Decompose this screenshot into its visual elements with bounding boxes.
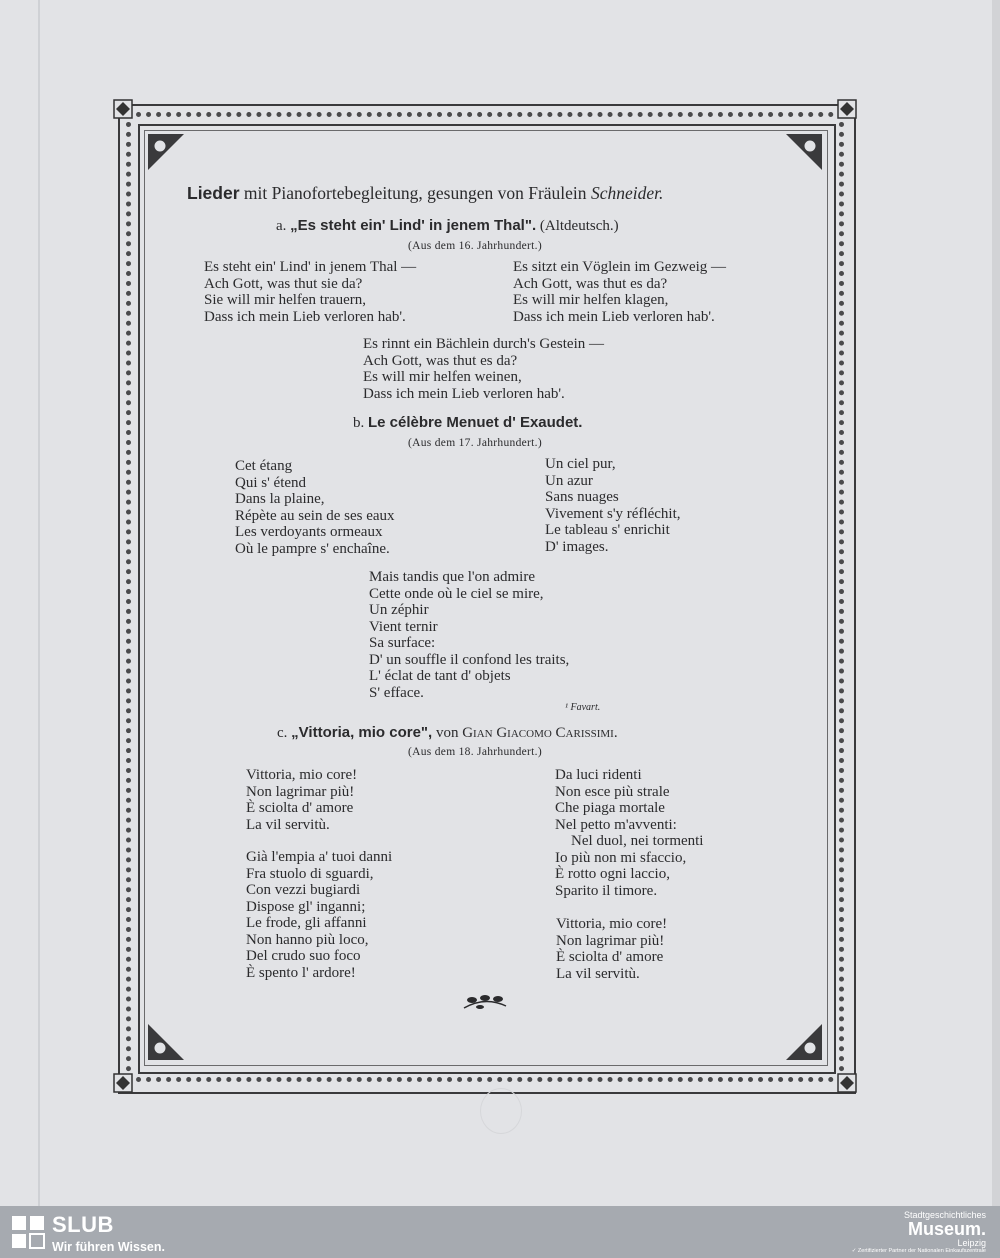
verse-line: Fra stuolo di sguardi, <box>246 865 374 882</box>
song-a-center-stanza <box>363 336 604 402</box>
museum-note: ✓ Zertifizierter Partner der Nationalen Einkaufszentrale <box>851 1248 986 1254</box>
verse-line: Répète au sein de ses eaux <box>235 507 395 524</box>
museum-city: Leipzig <box>957 1238 986 1248</box>
verse-line: Un azur <box>545 472 593 489</box>
verse-line: È sciolta d' amore <box>246 800 354 816</box>
embossed-stamp <box>480 1088 522 1134</box>
verse-line: È sciolta d' amore <box>556 949 664 965</box>
verse-line: Le tableau s' enrichit <box>545 522 670 538</box>
heading-text: mit Pianofortebegleitung, gesungen von Fräulein <box>239 183 591 203</box>
verse-line: Es sitzt ein Vöglein im Gezweig — <box>513 259 727 275</box>
verse-line: Un ciel pur, <box>545 456 616 472</box>
song-a-origin: (Altdeutsch.) <box>539 218 619 234</box>
song-c-by: von <box>432 725 463 741</box>
verse-line: Ach Gott, was thut es da? <box>513 275 668 292</box>
verse-line: Es will mir helfen weinen, <box>363 369 522 385</box>
song-c-letter: c. <box>277 725 288 741</box>
verse-line: Dass ich mein Lieb verloren hab'. <box>363 385 565 402</box>
verse-line: Dans la plaine, <box>235 491 325 507</box>
verse-line: S' efface. <box>369 684 424 701</box>
corner-ornament-tr <box>784 132 824 172</box>
verse-line: Es steht ein' Lind' in jenem Thal — <box>204 259 417 275</box>
verse-line: Io più non mi sfaccio, <box>555 849 687 866</box>
floral-ornament-icon <box>460 990 510 1012</box>
verse-line: Dass ich mein Lieb verloren hab'. <box>513 308 715 325</box>
verse-line: Où le pampre s' enchaîne. <box>235 540 390 557</box>
song-c-left-stanza-1 <box>246 767 357 833</box>
verse-line: Vivement s'y réfléchit, <box>545 505 681 522</box>
verse-line: L' éclat de tant d' objets <box>369 668 511 684</box>
slub-logo-icon <box>10 1214 46 1250</box>
song-b-century: (Aus dem 17. Jahrhundert.) <box>408 437 542 449</box>
song-b-title <box>353 415 582 432</box>
attribution-name: Favart. <box>570 702 601 713</box>
song-c-name: „Vittoria, mio core", <box>291 724 433 741</box>
verse-line: Con vezzi bugiardi <box>246 882 361 898</box>
verse-line: Non lagrimar più! <box>556 932 665 949</box>
song-a-title <box>276 218 619 235</box>
verse-line: Vient ternir <box>369 618 438 635</box>
song-b-attribution: ¹ Favart. <box>565 702 601 713</box>
verse-line: Es will mir helfen klagen, <box>513 292 669 308</box>
corner-ornament-bl-outer <box>112 1072 134 1094</box>
verse-line: Dispose gl' inganni; <box>246 898 366 915</box>
verse-line: Non esce più strale <box>555 783 670 800</box>
song-b-name: Le célèbre Menuet d' Exaudet. <box>368 414 583 431</box>
heading-lieder: Lieder <box>187 183 240 203</box>
song-b-letter: b. <box>353 415 365 431</box>
verse-line: La vil servitù. <box>246 816 330 833</box>
corner-ornament-bl <box>146 1022 186 1062</box>
heading-singer: Schneider. <box>590 183 664 203</box>
verse-line: Non lagrimar più! <box>246 783 355 800</box>
museum-line: Stadtgeschichtliches <box>903 1210 986 1220</box>
verse-line: Ach Gott, was thut es da? <box>363 352 518 369</box>
verse-line: Del crudo suo foco <box>246 948 361 964</box>
corner-ornament-tl <box>146 132 186 172</box>
verse-line: Da luci ridenti <box>555 767 642 783</box>
page-heading <box>187 185 663 202</box>
museum-name: Museum. <box>907 1219 986 1239</box>
verse-line: Sans nuages <box>545 489 619 505</box>
verse-line: È spento l' ardore! <box>246 964 356 981</box>
verse-line: Cette onde où le ciel se mire, <box>369 585 544 602</box>
song-a-name: „Es steht ein' Lind' in jenem Thal". <box>290 217 537 234</box>
song-a-century: (Aus dem 16. Jahrhundert.) <box>408 240 542 252</box>
verse-line: Che piaga mortale <box>555 800 665 816</box>
verse-line: Sparito il timore. <box>555 882 658 899</box>
verse-line: Nel duol, nei tormenti <box>571 833 704 849</box>
song-c-century: (Aus dem 18. Jahrhundert.) <box>408 746 542 758</box>
song-c-title <box>277 725 618 742</box>
song-b-right-stanza <box>545 456 681 555</box>
verse-line: La vil servitù. <box>556 965 640 982</box>
verse-line: Vittoria, mio core! <box>556 916 668 932</box>
verse-line: Vittoria, mio core! <box>246 767 358 783</box>
page-edge <box>992 0 1000 1206</box>
verse-line: Sa surface: <box>369 635 436 651</box>
song-c-left-stanza-2 <box>246 849 392 981</box>
verse-line: Ach Gott, was thut sie da? <box>204 275 363 292</box>
verse-line: Già l'empia a' tuoi danni <box>246 849 393 865</box>
song-b-left-stanza <box>235 458 395 557</box>
corner-ornament-br <box>784 1022 824 1062</box>
song-c-right-stanza-1 <box>555 767 703 899</box>
verse-line: Qui s' étend <box>235 474 307 491</box>
slub-name: SLUB <box>52 1212 114 1237</box>
verse-line: È rotto ogni laccio, <box>555 866 670 882</box>
song-a-left-stanza <box>204 259 416 325</box>
verse-line: Non hanno più loco, <box>246 931 369 948</box>
song-b-center-stanza <box>369 569 569 701</box>
verse-line: Cet étang <box>235 458 293 474</box>
verse-line: Un zéphir <box>369 602 429 618</box>
verse-line: Sie will mir helfen trauern, <box>204 292 367 308</box>
song-a-right-stanza <box>513 259 726 325</box>
verse-line: Le frode, gli affanni <box>246 915 367 931</box>
verse-line: D' un souffle il confond les traits, <box>369 651 570 668</box>
song-a-letter: a. <box>276 218 287 234</box>
verse-line: Mais tandis que l'on admire <box>369 569 536 585</box>
page-fold <box>38 0 40 1206</box>
corner-ornament-br-outer <box>836 1072 858 1094</box>
song-c-composer: Gian Giacomo Carissimi. <box>462 725 618 741</box>
corner-ornament-tr-outer <box>836 98 858 120</box>
verse-line: Les verdoyants ormeaux <box>235 524 383 540</box>
corner-ornament-tl-outer <box>112 98 134 120</box>
song-c-right-stanza-2 <box>556 916 667 982</box>
verse-line: D' images. <box>545 538 609 555</box>
verse-line: Nel petto m'avventi: <box>555 816 677 833</box>
slub-tagline: Wir führen Wissen. <box>52 1240 165 1254</box>
verse-line: Dass ich mein Lieb verloren hab'. <box>204 308 406 325</box>
verse-line: Es rinnt ein Bächlein durch's Gestein — <box>363 336 604 352</box>
